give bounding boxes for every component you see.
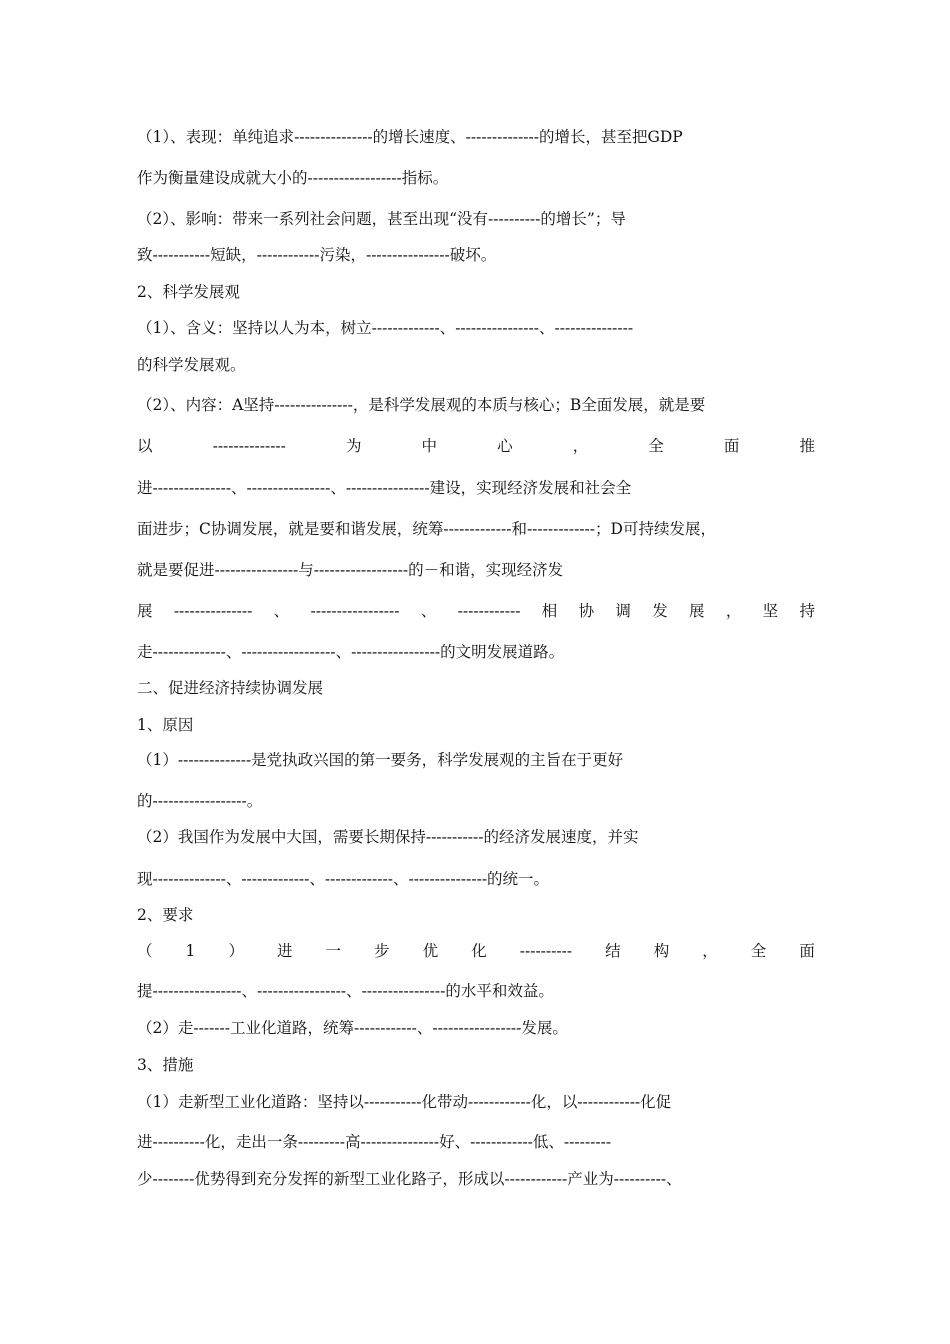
text-segment: 以 — [137, 437, 153, 455]
text-line: 面进步；C协调发展，就是要和谐发展，统筹-------------和-------------；D可持续发展， — [137, 520, 716, 538]
text-segment: ， — [572, 437, 589, 455]
text-line: （1）走新型工业化道路：坚持以-----------化带动------------化，以------------化促 — [137, 1093, 672, 1111]
section-heading: 2、要求 — [137, 906, 194, 924]
text-line — [137, 822, 815, 852]
text-segment: （2）、影响：带来一系列社会问题，甚至出现“没有----------的增长”；导 — [137, 210, 626, 228]
text-segment: 相 — [541, 602, 558, 620]
text-segment: （2）我国作为发展中大国，需要长期保持-----------的经济发展速度，并实 — [137, 828, 639, 846]
text-segment: 展 — [689, 602, 705, 620]
text-segment: 优 — [422, 942, 439, 960]
text-line: 现--------------、-------------、-------------、---------------的统一。 — [137, 870, 550, 888]
text-segment: 心 — [497, 437, 513, 455]
text-segment: ， — [702, 942, 718, 960]
text-line — [137, 555, 815, 585]
text-segment: 全 — [750, 942, 767, 960]
text-line: 走--------------、------------------、-----------------的文明发展道路。 — [137, 643, 565, 661]
text-segment: 1 — [185, 942, 196, 960]
text-segment: ----------------- — [310, 602, 400, 620]
text-line: 作为衡量建设成就大小的------------------指标。 — [137, 169, 449, 187]
text-segment: （ — [137, 942, 153, 960]
text-segment: 步 — [374, 942, 390, 960]
text-line — [137, 204, 815, 234]
text-segment: ---------- — [519, 942, 573, 960]
text-segment: ， — [725, 602, 742, 620]
text-segment: 化 — [471, 942, 487, 960]
text-segment: 发 — [652, 602, 668, 620]
text-segment: 结 — [605, 942, 621, 960]
text-line: （1）、表现：单纯追求---------------的增长速度、--------------的增长，甚至把GDP — [137, 128, 683, 146]
section-heading: 1、原因 — [137, 716, 194, 734]
text-line: （2）、内容：A坚持---------------，是科学发展观的本质与核心；B全面发展，就是要 — [137, 396, 706, 414]
text-segment: 全 — [648, 437, 664, 455]
text-segment: 持 — [799, 602, 815, 620]
text-segment: -------------- — [212, 437, 286, 455]
text-line — [137, 745, 815, 775]
text-line — [137, 431, 815, 461]
section-heading: 2、科学发展观 — [137, 283, 240, 301]
text-segment: 中 — [421, 437, 438, 455]
text-segment: 、 — [420, 602, 437, 620]
text-segment: 面 — [799, 942, 815, 960]
text-segment: 一 — [325, 942, 342, 960]
text-segment: ------------ — [457, 602, 521, 620]
text-segment: ） — [228, 942, 244, 960]
text-segment: 协 — [578, 602, 595, 620]
text-line: 少--------优势得到充分发挥的新型工业化路子，形成以------------产业为----------、 — [137, 1170, 682, 1188]
text-segment: （1）--------------是党执政兴国的第一要务，科学发展观的主旨在于更好 — [137, 751, 624, 769]
text-line: 致-----------短缺，------------污染，----------------破坏。 — [137, 246, 497, 264]
text-segment: 坚 — [762, 602, 779, 620]
text-segment: 展 — [137, 602, 153, 620]
text-line: 的------------------。 — [137, 792, 263, 810]
text-line — [137, 936, 815, 966]
text-segment: 构 — [653, 942, 670, 960]
text-segment: --------------- — [173, 602, 253, 620]
section-heading: 3、措施 — [137, 1056, 194, 1074]
text-line: 提-----------------、-----------------、----------------的水平和效益。 — [137, 982, 554, 1000]
text-segment: 、 — [273, 602, 290, 620]
text-segment: 为 — [345, 437, 362, 455]
text-segment: 进 — [277, 942, 293, 960]
text-line: 的科学发展观。 — [137, 356, 246, 374]
text-segment: 就是要促进----------------与------------------的－和谐，实现经济发 — [137, 561, 564, 579]
section-heading: 二、促进经济持续协调发展 — [137, 679, 324, 697]
text-line: （2）走-------工业化道路，统筹------------、-----------------发展。 — [137, 1019, 568, 1037]
text-line: （1）、含义：坚持以人为本，树立-------------、----------------、--------------- — [137, 319, 634, 337]
text-segment: 推 — [799, 437, 815, 455]
text-segment: 调 — [615, 602, 631, 620]
text-line: 进---------------、----------------、----------------建设，实现经济发展和社会全 — [137, 479, 632, 497]
text-segment: 面 — [723, 437, 740, 455]
text-line — [137, 596, 815, 626]
text-line: 进----------化，走出一条---------高---------------好、------------低、--------- — [137, 1133, 612, 1151]
